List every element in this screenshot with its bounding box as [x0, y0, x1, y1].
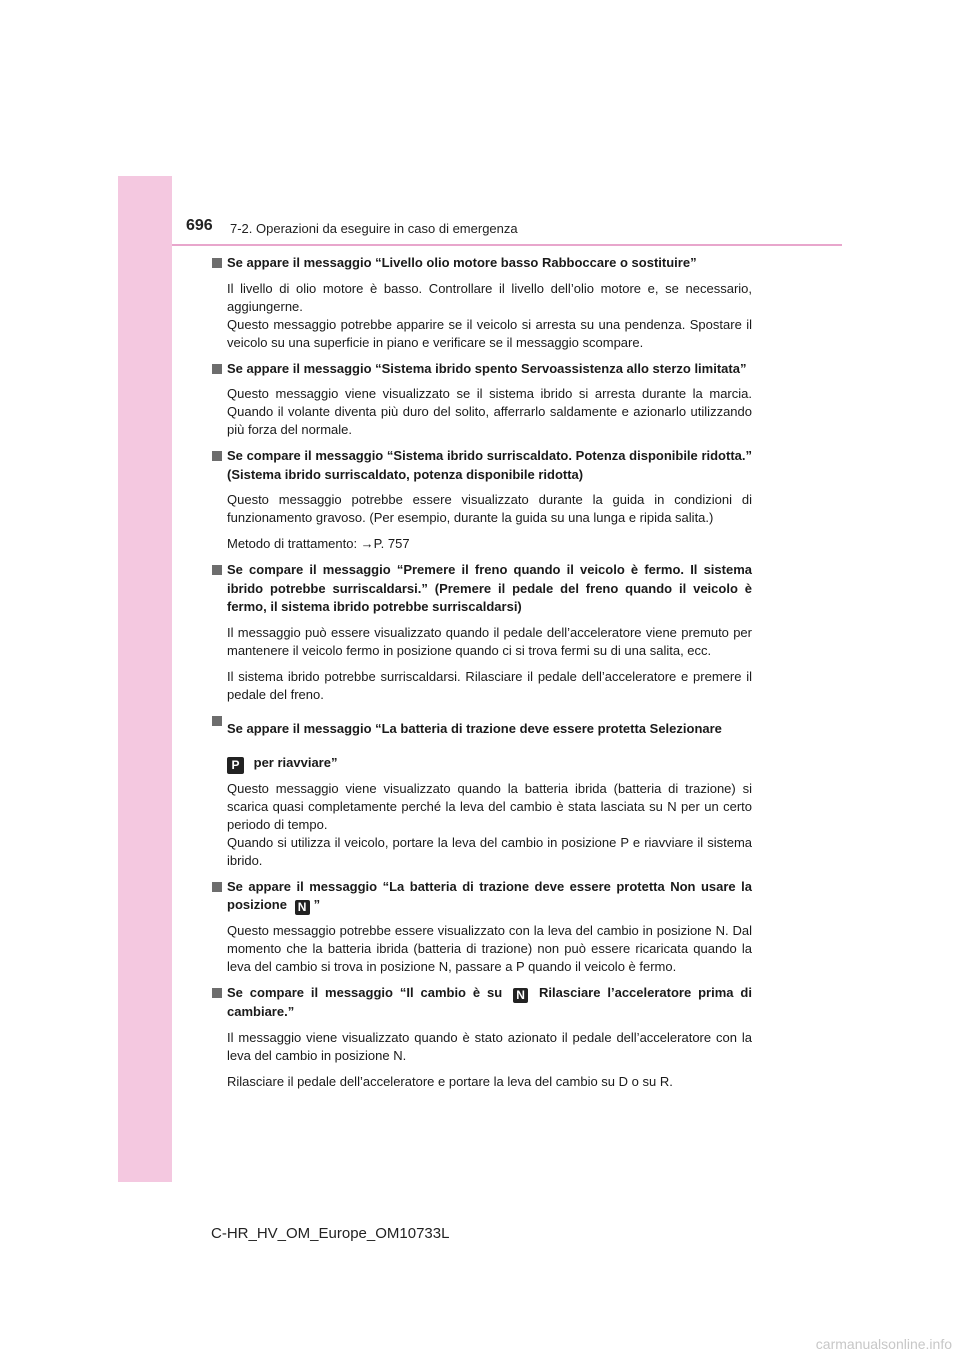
heading-text: Se appare il messaggio “La batteria di trazione deve essere protetta Selezionare	[227, 720, 722, 736]
paragraph: Il messaggio può essere visualizzato quando il pedale dell’acceleratore viene premuto per mantenere il veicolo fermo in posizione quando ci si trova fermi su di una salita, ecc.	[227, 624, 752, 658]
section-heading	[212, 878, 752, 916]
section-heading	[212, 447, 752, 484]
paragraph: Questo messaggio viene visualizzato quando la batteria ibrida (batteria di trazione) si scarica quasi completamente perché la leva del cambio è stata lasciata su N per un certo periodo di tempo.	[227, 780, 752, 832]
section-heading	[212, 254, 752, 273]
square-bullet-icon	[212, 258, 222, 268]
section-battery-select-p	[212, 712, 752, 870]
page-number: 696	[186, 217, 213, 234]
heading-text-end: per riavviare”	[253, 754, 338, 770]
square-bullet-icon	[212, 565, 222, 575]
heading-text: Se compare il messaggio “Sistema ibrido surriscaldato. Potenza disponibile ridotta.” (Sistema ibrido surriscaldato, potenza disponibile ridotta)	[227, 448, 752, 482]
section-heading	[212, 984, 752, 1022]
paragraph: Il livello di olio motore è basso. Controllare il livello dell’olio motore e, se necessario, aggiungerne.	[227, 280, 752, 314]
section-battery-no-n	[212, 878, 752, 977]
square-bullet-icon	[212, 451, 222, 461]
paragraph: Rilasciare il pedale dell’acceleratore e portare la leva del cambio su D o su R.	[227, 1073, 673, 1089]
square-bullet-icon	[212, 882, 222, 892]
header-rule	[172, 244, 842, 246]
heading-text: Se appare il messaggio “La batteria di trazione deve essere protetta Non usare la posizione	[227, 878, 752, 912]
paragraph: Il sistema ibrido potrebbe surriscaldarsi. Rilasciare il pedale dell’acceleratore e premere il pedale del freno.	[227, 668, 752, 702]
square-bullet-icon	[212, 364, 222, 374]
section-oil-level	[212, 254, 752, 352]
paragraph: Il messaggio viene visualizzato quando è stato azionato il pedale dell’acceleratore con la leva del cambio in posizione N.	[227, 1029, 752, 1063]
paragraph: Questo messaggio potrebbe essere visualizzato con la leva del cambio in posizione N. Dal momento che la batteria ibrida (batteria di trazione) non può essere ricaricata quando la leva del cambio si trova in posizione N, passare a P quando il veicolo è fermo.	[227, 923, 752, 974]
heading-text: Se compare il messaggio “Premere il freno quando il veicolo è fermo. Il sistema ibrido potrebbe surriscaldarsi.” (Premere il pedale del freno quando il veicolo è fermo, il sistema ibrido potrebbe surriscaldarsi)	[227, 562, 752, 614]
heading-text: Se appare il messaggio “Livello olio motore basso Rabboccare o sostituire”	[227, 255, 697, 270]
section-brake	[212, 561, 752, 704]
paragraph: Questo messaggio potrebbe essere visualizzato durante la guida in condizioni di funzionamento gravoso. (Per esempio, durante la guida su una lunga e ripida salita.)	[227, 492, 752, 525]
heading-text: Se compare il messaggio “Il cambio è su	[227, 985, 503, 1000]
section-heading	[212, 561, 752, 617]
section-hybrid-off	[212, 360, 752, 440]
heading-text: Se appare il messaggio “Sistema ibrido spento Servoassistenza allo sterzo limitata”	[227, 360, 747, 376]
section-heading	[212, 360, 752, 379]
neutral-indicator-icon: N	[295, 900, 310, 915]
section-overheat	[212, 447, 752, 553]
chapter-sidebar-tab	[118, 176, 172, 1182]
document-code: C-HR_HV_OM_Europe_OM10733L	[211, 1225, 450, 1242]
heading-text-end: ”	[313, 897, 321, 912]
paragraph: Questo messaggio viene visualizzato se il sistema ibrido si arresta durante la marcia. Quando il volante diventa più duro del solito, afferrarlo saldamente e azionarlo utilizzando più forza del normale.	[227, 386, 752, 437]
paragraph: Quando si utilizza il veicolo, portare la leva del cambio in posizione P e riavviare il sistema ibrido.	[227, 834, 752, 868]
page-content	[212, 254, 752, 1099]
paragraph: Questo messaggio potrebbe apparire se il veicolo si arresta su una pendenza. Spostare il veicolo su una superficie in piano e verificare se il messaggio scompare.	[227, 316, 752, 350]
square-bullet-icon	[212, 988, 222, 998]
neutral-indicator-icon: N	[513, 988, 528, 1003]
section-heading	[212, 712, 752, 780]
heading-text-end: Rilasciare l’acceleratore prima di cambiare.”	[227, 985, 752, 1019]
watermark: carmanualsonline.info	[815, 1336, 952, 1352]
square-bullet-icon	[212, 716, 222, 726]
section-title: 7-2. Operazioni da eseguire in caso di emergenza	[230, 221, 518, 236]
paragraph: Metodo di trattamento: →P. 757	[227, 536, 410, 551]
park-indicator-icon: P	[227, 757, 244, 774]
section-gear-neutral	[212, 984, 752, 1091]
